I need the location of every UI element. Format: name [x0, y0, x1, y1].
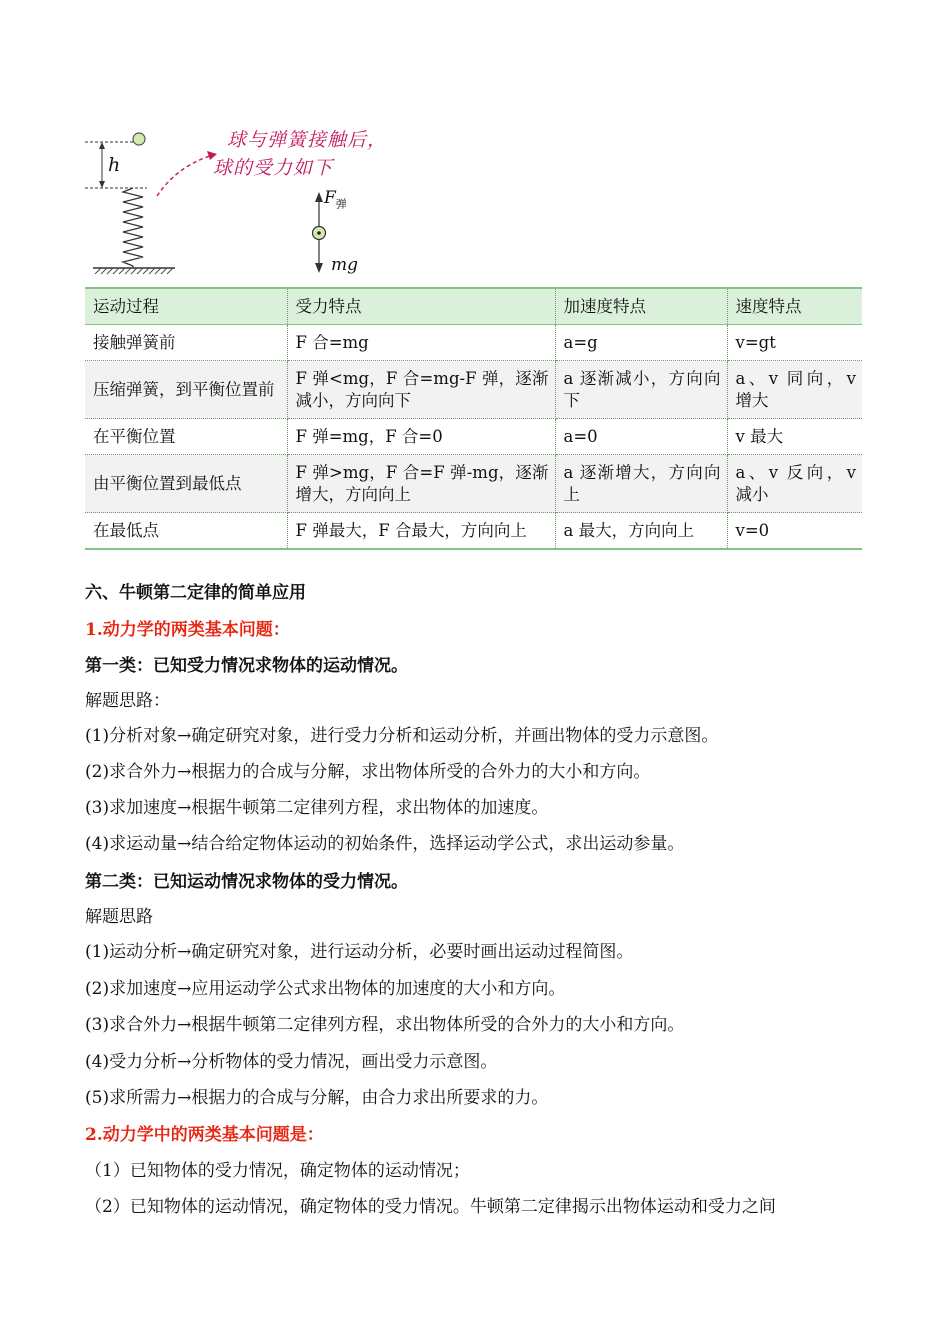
step-item: (3)求合外力→根据牛顿第二定律列方程，求出物体所受的合外力的大小和方向。 [85, 1015, 685, 1035]
table-row [85, 325, 862, 361]
table-cell: v 最大 [727, 419, 862, 455]
table-cell: a=0 [555, 419, 727, 455]
spring-force-symbol: F [324, 188, 336, 208]
table-header-cell: 加速度特点 [555, 288, 727, 325]
table-cell: F 弹<mg，F 合=mg-F 弹，逐渐减小，方向向下 [287, 361, 555, 419]
list-item: （1）已知物体的受力情况，确定物体的运动情况； [85, 1161, 470, 1181]
annotation-line-1: 球与弹簧接触后， [227, 129, 388, 151]
subheading-2: 2.动力学中的两类基本问题是： [85, 1125, 324, 1145]
annotation-line-2: 球的受力如下 [213, 157, 334, 179]
approach-1-label: 解题思路： [85, 691, 170, 711]
table-cell: F 弹最大，F 合最大，方向向上 [287, 513, 555, 550]
table-cell: a=g [555, 325, 727, 361]
gravity-label: mg [331, 255, 359, 275]
table-cell: a 逐渐增大，方向向上 [555, 455, 727, 513]
list-item: （2）已知物体的运动情况，确定物体的受力情况。牛顿第二定律揭示出物体运动和受力之间 [85, 1197, 776, 1217]
table-header-row [85, 288, 862, 325]
step-item: (2)求加速度→应用运动学公式求出物体的加速度的大小和方向。 [85, 979, 566, 999]
section-title: 六、牛顿第二定律的简单应用 [85, 583, 306, 603]
table-cell: a 最大，方向向上 [555, 513, 727, 550]
table-cell: F 弹=mg，F 合=0 [287, 419, 555, 455]
table-cell: 在平衡位置 [85, 419, 287, 455]
motion-analysis-table [85, 287, 862, 550]
table-cell: a 逐渐减小，方向向下 [555, 361, 727, 419]
table-cell: F 弹>mg，F 合=F 弹-mg，逐渐增大，方向向上 [287, 455, 555, 513]
step-item: (1)运动分析→确定研究对象，进行运动分析，必要时画出运动过程简图。 [85, 942, 634, 962]
table-row [85, 455, 862, 513]
type-2-heading: 第二类：已知运动情况求物体的受力情况。 [85, 872, 408, 892]
approach-2-label: 解题思路 [85, 907, 153, 927]
table-cell: F 合=mg [287, 325, 555, 361]
subheading-1: 1.动力学的两类基本问题： [85, 620, 290, 640]
step-item: (4)受力分析→分析物体的受力情况，画出受力示意图。 [85, 1052, 498, 1072]
table-cell: 压缩弹簧，到平衡位置前 [85, 361, 287, 419]
table-cell: a、v 反向，v 减小 [727, 455, 862, 513]
table-cell: 在最低点 [85, 513, 287, 550]
height-label: h [108, 154, 121, 176]
step-item: (1)分析对象→确定研究对象，进行受力分析和运动分析，并画出物体的受力示意图。 [85, 726, 719, 746]
spring-force-subscript: 弹 [335, 197, 347, 211]
table-row [85, 361, 862, 419]
table-cell: v=gt [727, 325, 862, 361]
step-item: (4)求运动量→结合给定物体运动的初始条件，选择运动学公式，求出运动参量。 [85, 834, 685, 854]
table-header-cell: 运动过程 [85, 288, 287, 325]
spring-force-label [324, 188, 347, 211]
type-1-heading: 第一类：已知受力情况求物体的运动情况。 [85, 656, 408, 676]
table-cell: 接触弹簧前 [85, 325, 287, 361]
table-row [85, 419, 862, 455]
step-item: (5)求所需力→根据力的合成与分解，由合力求出所要求的力。 [85, 1088, 549, 1108]
table-cell: a、v 同向，v 增大 [727, 361, 862, 419]
step-item: (2)求合外力→根据力的合成与分解，求出物体所受的合外力的大小和方向。 [85, 762, 651, 782]
spring-ball-figure [85, 118, 415, 280]
table-cell: v=0 [727, 513, 862, 550]
table-header-cell: 速度特点 [727, 288, 862, 325]
step-item: (3)求加速度→根据牛顿第二定律列方程，求出物体的加速度。 [85, 798, 549, 818]
table-header-cell: 受力特点 [287, 288, 555, 325]
table-cell: 由平衡位置到最低点 [85, 455, 287, 513]
table-row [85, 513, 862, 550]
